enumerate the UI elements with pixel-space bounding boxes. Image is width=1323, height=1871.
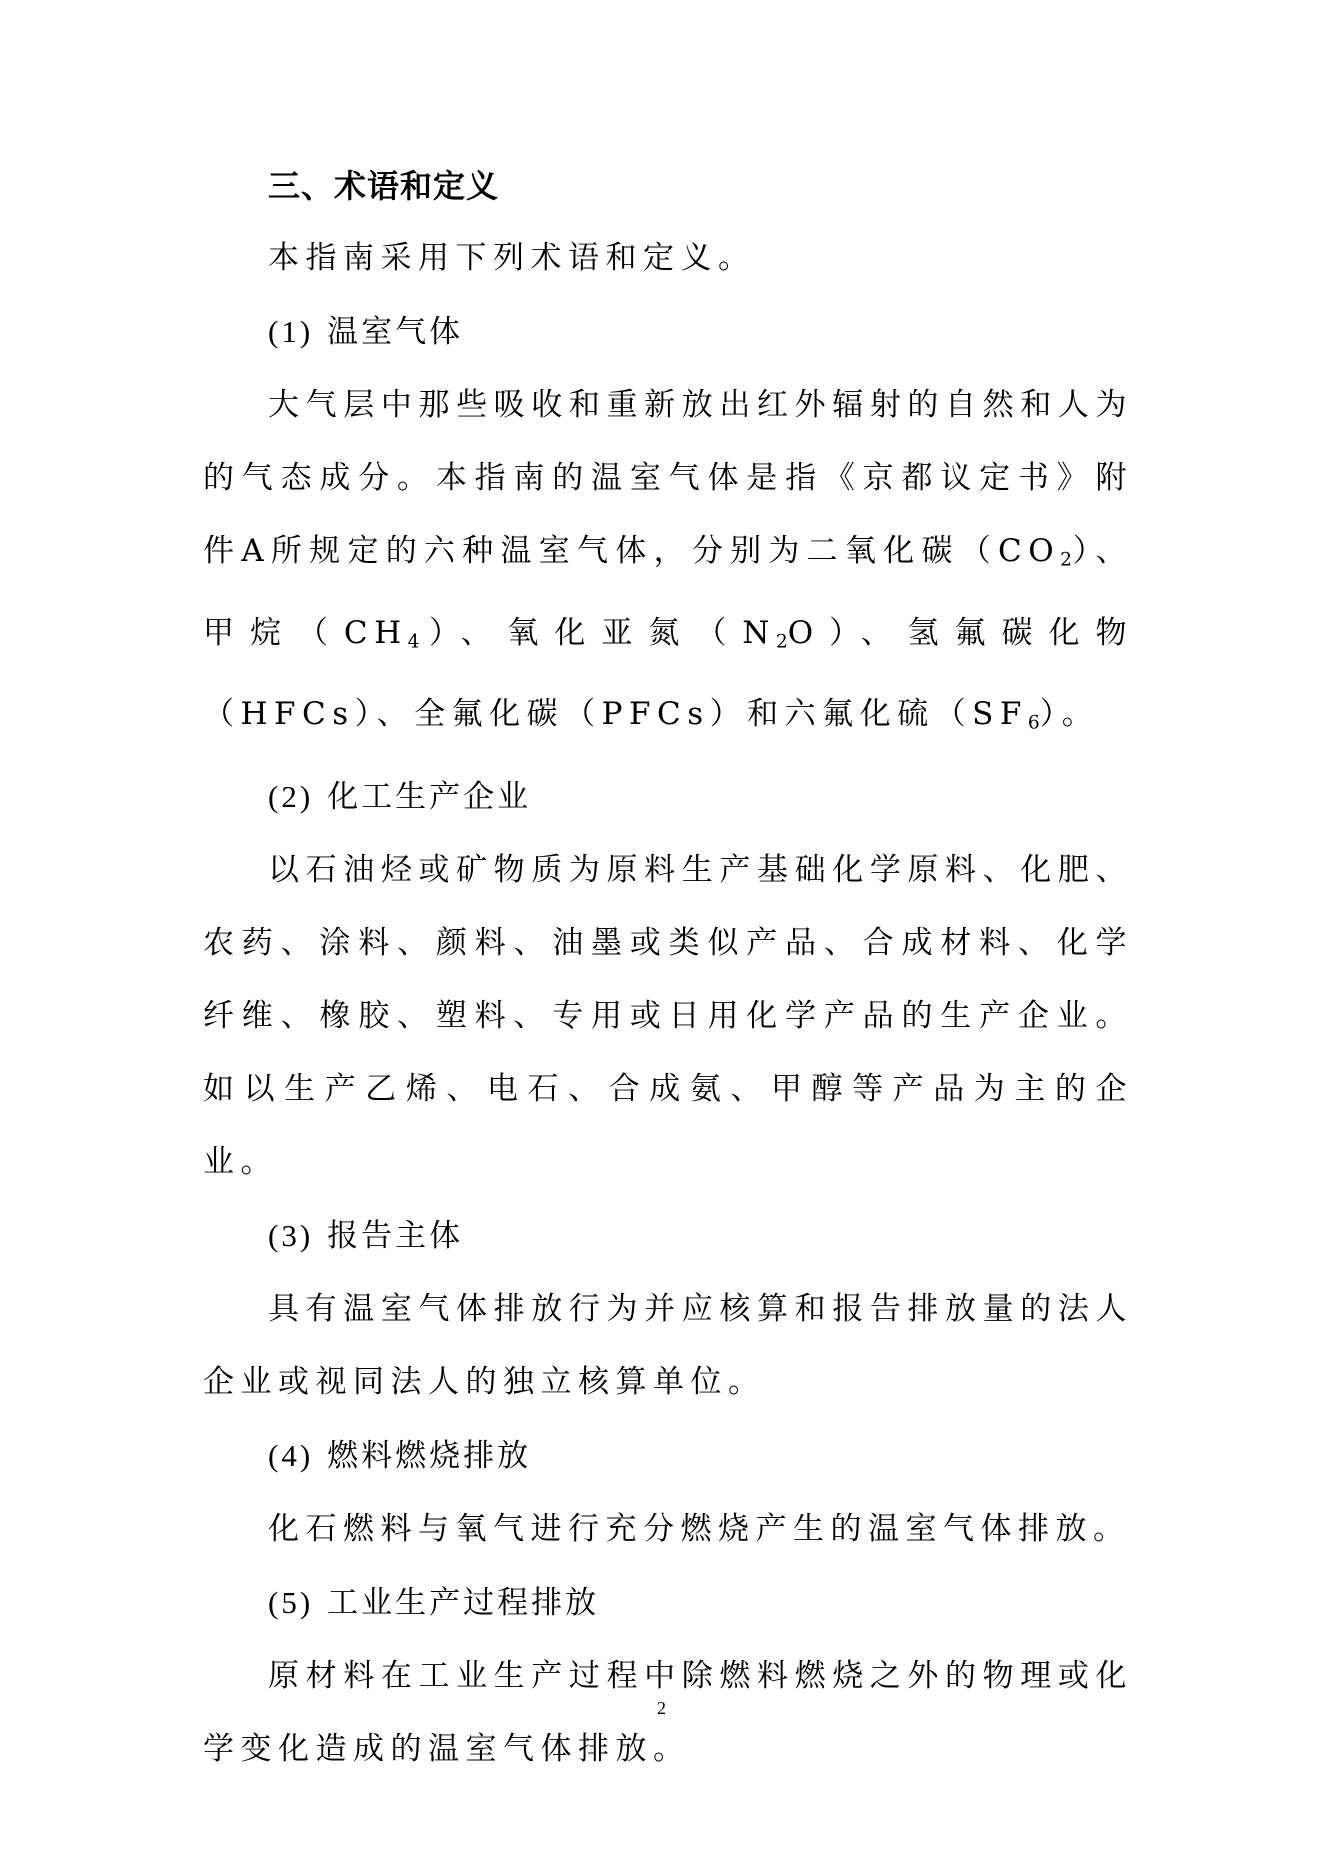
intro-paragraph: 本指南采用下列术语和定义。 [268, 240, 756, 276]
term-5-definition: 原材料在工业生产过程中除燃料燃烧之外的物理或化学变化造成的温室气体排放。 [203, 1657, 1133, 1767]
co2-subscript: 2 [1060, 549, 1072, 571]
term-1-number: (1) [268, 314, 314, 349]
n2o-subscript: 2 [775, 631, 788, 653]
section-heading: 三、术语和定义 [268, 167, 500, 205]
term-5-title [268, 1566, 1133, 1640]
term-1-definition-text: ）。 [1039, 696, 1100, 733]
term-2-name: 化工生产企业 [327, 778, 532, 815]
term-1-name: 温室气体 [327, 314, 464, 350]
term-3-number: (3) [268, 1217, 314, 1253]
term-2-definition: 以石油烃或矿物质为原料生产基础化学原料、化肥、农药、涂料、颜料、油墨或类似产品、合成材料、化学纤维、橡胶、塑料、专用或日用化学产品的生产企业。如以生产乙烯、电石、合成氨、甲醇等产品为主的企业。 [203, 851, 1133, 1180]
term-4-name: 燃料燃烧排放 [327, 1437, 532, 1474]
term-1-definition-text: O）、氢氟碳化物（HFCs）、全氟化碳（PFCs）和六氟化硫（SF [203, 614, 1133, 733]
term-1-definition-text: ）、氧化亚氮（N [419, 614, 776, 651]
term-4-title [268, 1419, 1133, 1493]
term-3-name: 报告主体 [327, 1217, 464, 1254]
term-3-definition: 具有温室气体排放行为并应核算和报告排放量的法人企业或视同法人的独立核算单位。 [203, 1290, 1133, 1400]
term-2-title [268, 760, 1133, 834]
term-2-number: (2) [268, 778, 314, 814]
term-1-definition-text: 大气层中那些吸收和重新放出红外辐射的自然和人为的气态成分。本指南的温室气体是指《京都议定书》附件A所规定的六种温室气体，分别为二氧化碳（CO [203, 387, 1133, 569]
term-4-number: (4) [268, 1437, 314, 1473]
ch4-subscript: 4 [407, 631, 420, 653]
term-4-definition: 化石燃料与氧气进行充分燃烧产生的温室气体排放。 [268, 1510, 1131, 1547]
document-body [203, 150, 1133, 1786]
term-5-number: (5) [268, 1584, 314, 1620]
term-5-name: 工业生产过程排放 [327, 1584, 600, 1621]
term-1-title [268, 295, 1133, 369]
term-3-title [268, 1199, 1133, 1273]
term-1-definition-text: ）、甲烷（CH [203, 533, 1134, 651]
sf6-subscript: 6 [1027, 712, 1040, 734]
page-number: 2 [657, 1698, 666, 1718]
term-1-definition [203, 369, 1133, 760]
